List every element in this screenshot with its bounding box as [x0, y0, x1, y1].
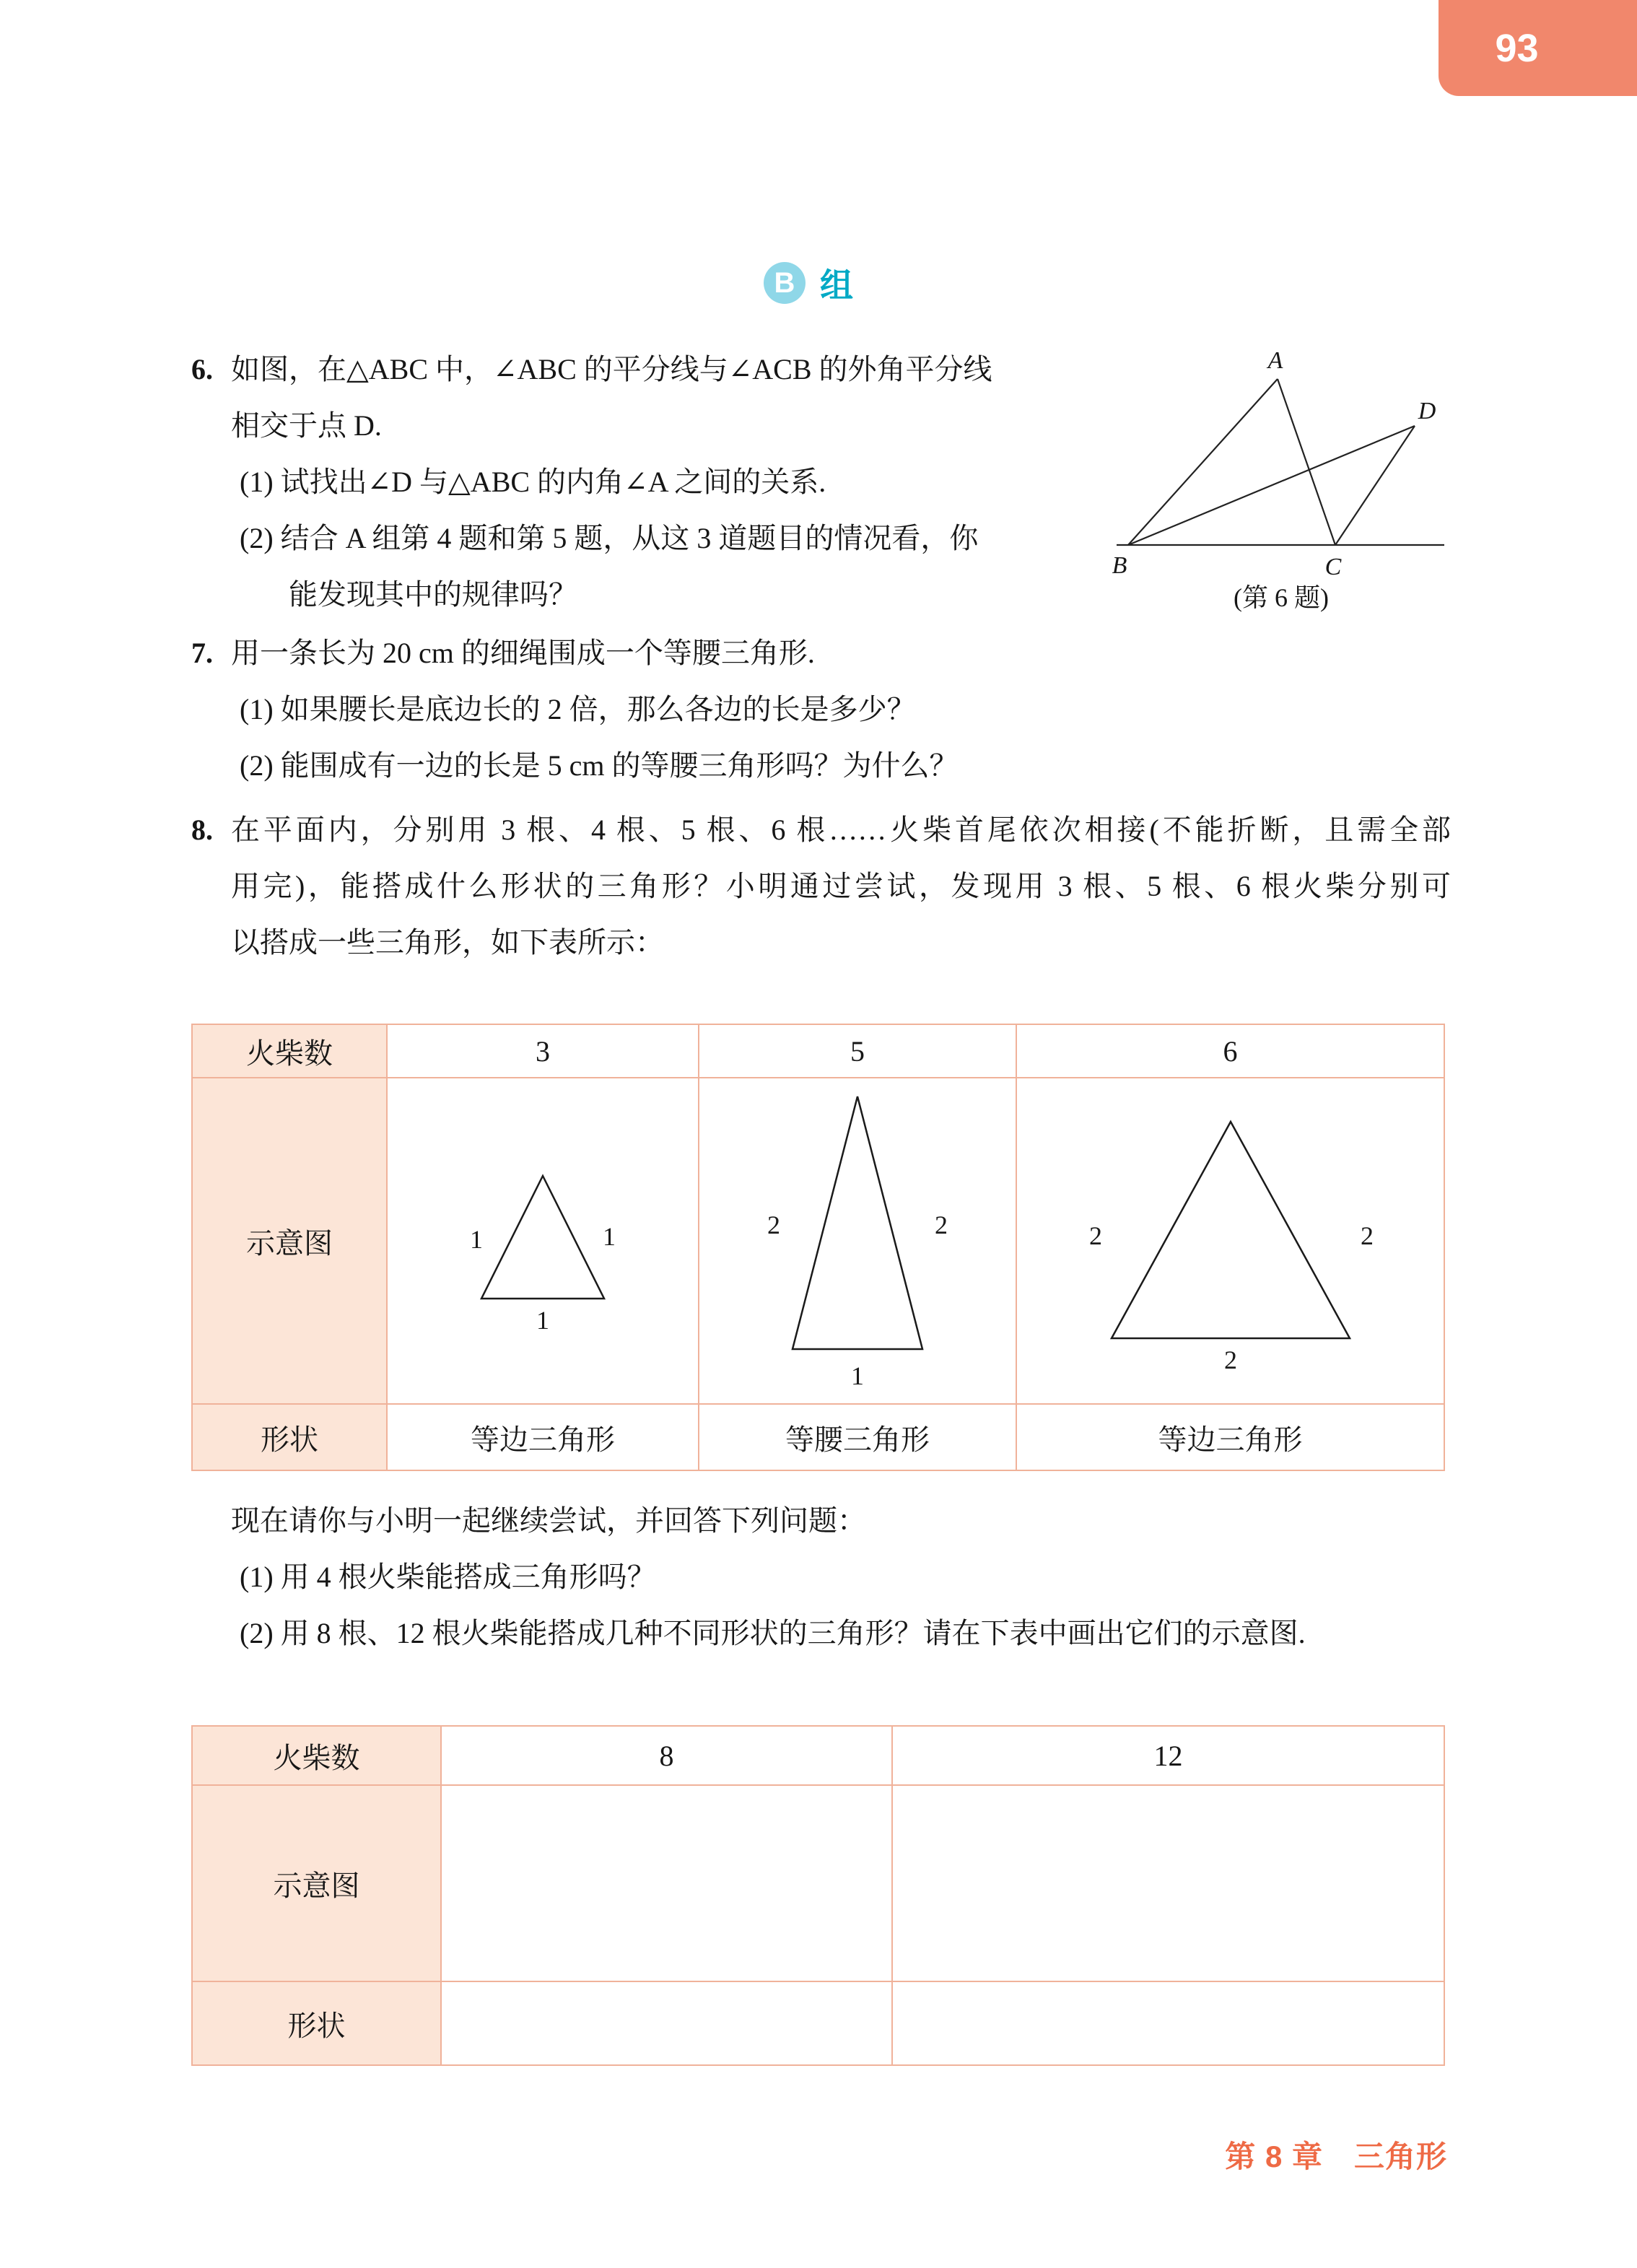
count-cell: 8 [441, 1726, 892, 1785]
empty-shape-cell[interactable] [441, 1981, 892, 2065]
vertex-label-a: A [1267, 347, 1283, 374]
figure-caption: (第 6 题) [1234, 583, 1329, 612]
table-row-counts [192, 1726, 1444, 1785]
vertex-label-d: D [1418, 398, 1436, 424]
equilateral-triangle-diagram [456, 1147, 629, 1335]
row-label-shape: 形状 [192, 1404, 387, 1470]
problem-8-number: 8. [191, 814, 213, 846]
shape-cell: 等腰三角形 [699, 1404, 1016, 1470]
side-label-right: 2 [935, 1211, 948, 1239]
empty-diagram-cell[interactable] [892, 1785, 1444, 1981]
section-header [764, 261, 853, 305]
table-row-shapes [192, 1981, 1444, 2065]
vertex-label-b: B [1112, 552, 1127, 577]
equilateral-triangle-diagram [1075, 1107, 1386, 1374]
problem-6-line-1: 如图，在△ABC 中，∠ABC 的平分线与∠ACB 的外角平分线 [231, 353, 992, 385]
row-label-matchstick-count: 火柴数 [192, 1024, 387, 1078]
diagram-cell-6-sticks [1016, 1078, 1444, 1404]
problem-7 [191, 625, 959, 794]
matchstick-table-known [191, 1024, 1445, 1471]
row-label-diagram: 示意图 [192, 1785, 441, 1981]
follow-up-question-1: (1) 用 4 根火柴能搭成三角形吗？ [240, 1561, 656, 1593]
problem-8 [191, 802, 1451, 971]
problem-6-number: 6. [191, 353, 213, 385]
problem-6-item-2: (2) 结合 A 组第 4 题和第 5 题，从这 3 道题目的情况看，你 [240, 522, 979, 554]
shape-cell: 等边三角形 [387, 1404, 699, 1470]
row-label-matchstick-count: 火柴数 [192, 1726, 441, 1785]
table-row-diagrams [192, 1078, 1444, 1404]
count-cell: 6 [1016, 1024, 1444, 1078]
diagram-cell-5-sticks [699, 1078, 1016, 1404]
side-label-right: 2 [1360, 1221, 1374, 1250]
problem-8-line-2: 用完)，能搭成什么形状的三角形？小明通过尝试，发现用 3 根、5 根、6 根火柴分别可 [231, 870, 1451, 902]
problem-7-number: 7. [191, 637, 213, 669]
section-label: 组 [820, 266, 853, 304]
side-label-bottom: 1 [536, 1306, 549, 1335]
table-row-shapes [192, 1404, 1444, 1470]
section-badge-icon: B [764, 262, 806, 304]
follow-up-intro: 现在请你与小明一起继续尝试，并回答下列问题： [231, 1504, 866, 1537]
problem-8-line-1: 在平面内，分别用 3 根、4 根、5 根、6 根……火柴首尾依次相接(不能折断，且需全部 [231, 814, 1451, 846]
isosceles-triangle-diagram [756, 1086, 959, 1396]
problem-7-item-1: (1) 如果腰长是底边长的 2 倍，那么各边的长是多少？ [240, 693, 916, 725]
count-cell: 3 [387, 1024, 699, 1078]
page-number-tab [1439, 0, 1637, 96]
vertex-label-c: C [1324, 554, 1342, 577]
count-cell: 5 [699, 1024, 1016, 1078]
matchstick-table-blank [191, 1725, 1445, 2066]
side-label-left: 2 [767, 1211, 780, 1239]
count-cell: 12 [892, 1726, 1444, 1785]
problem-6-item-2-continued: 能发现其中的规律吗？ [289, 578, 577, 611]
table-row-counts [192, 1024, 1444, 1078]
problem-7-item-2: (2) 能围成有一边的长是 5 cm 的等腰三角形吗？为什么？ [240, 749, 959, 782]
problem-8-line-3: 以搭成一些三角形，如下表所示： [231, 926, 664, 959]
row-label-shape: 形状 [192, 1981, 441, 2065]
side-label-left: 1 [470, 1225, 483, 1254]
chapter-footer: 第 8 章 三角形 [1225, 2140, 1447, 2173]
follow-up-question-2: (2) 用 8 根、12 根火柴能搭成几种不同形状的三角形？请在下表中画出它们的示意图. [240, 1617, 1306, 1649]
empty-shape-cell[interactable] [892, 1981, 1444, 2065]
side-label-bottom: 2 [1223, 1345, 1237, 1374]
diagram-cell-3-sticks [387, 1078, 699, 1404]
problem-6 [191, 341, 992, 623]
problem-6-figure [1104, 339, 1458, 618]
triangle-abcd-diagram [1108, 339, 1454, 577]
page-number: 93 [1495, 26, 1539, 70]
problem-6-line-2: 相交于点 D. [231, 409, 382, 442]
side-label-left: 2 [1088, 1221, 1102, 1250]
problem-6-item-1: (1) 试找出∠D 与△ABC 的内角∠A 之间的关系. [240, 466, 826, 498]
table-row-diagrams [192, 1785, 1444, 1981]
side-label-bottom: 1 [851, 1361, 864, 1390]
empty-diagram-cell[interactable] [441, 1785, 892, 1981]
shape-cell: 等边三角形 [1016, 1404, 1444, 1470]
row-label-diagram: 示意图 [192, 1078, 387, 1404]
follow-up-questions [231, 1493, 1306, 1662]
side-label-right: 1 [603, 1222, 616, 1251]
problem-7-line-1: 用一条长为 20 cm 的细绳围成一个等腰三角形. [231, 637, 815, 669]
